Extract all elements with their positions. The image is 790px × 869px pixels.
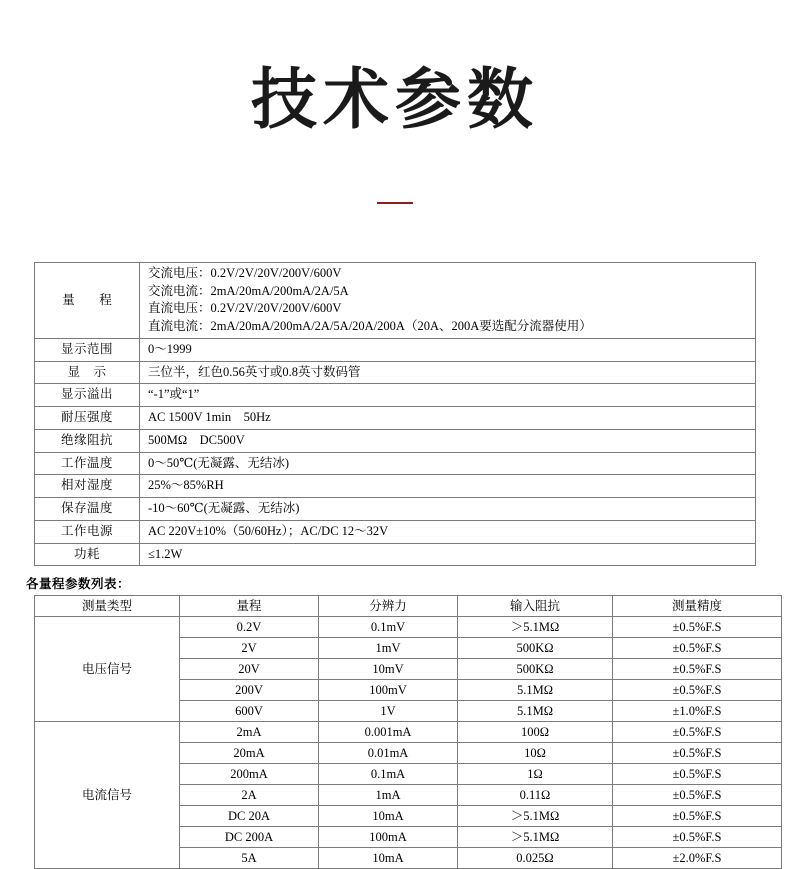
cell-accuracy: ±1.0%F.S xyxy=(613,701,782,722)
spec-label: 显示溢出 xyxy=(35,384,140,407)
column-header-range: 量程 xyxy=(180,596,319,617)
cell-range: 20V xyxy=(180,659,319,680)
column-header-impedance: 输入阻抗 xyxy=(458,596,613,617)
cell-range: 0.2V xyxy=(180,617,319,638)
table-row xyxy=(35,338,756,361)
table-row xyxy=(35,722,782,743)
table-row xyxy=(35,475,756,498)
cell-accuracy: ±0.5%F.S xyxy=(613,617,782,638)
cell-resolution: 1mA xyxy=(319,785,458,806)
cell-resolution: 10mA xyxy=(319,806,458,827)
table-row xyxy=(35,543,756,566)
range-line: 交流电流：2mA/20mA/200mA/2A/5A xyxy=(148,283,349,298)
cell-resolution: 10mV xyxy=(319,659,458,680)
cell-range: 2V xyxy=(180,638,319,659)
cell-impedance: ＞5.1MΩ xyxy=(458,827,613,848)
cell-resolution: 0.001mA xyxy=(319,722,458,743)
spec-value: 0～1999 xyxy=(140,338,756,361)
cell-accuracy: ±0.5%F.S xyxy=(613,785,782,806)
table-row xyxy=(35,617,782,638)
ranges-table xyxy=(34,595,782,869)
ranges-head xyxy=(35,596,782,617)
table-row xyxy=(35,407,756,430)
cell-accuracy: ±0.5%F.S xyxy=(613,743,782,764)
spec-label: 功耗 xyxy=(35,543,140,566)
cell-impedance: 0.11Ω xyxy=(458,785,613,806)
cell-impedance: 0.025Ω xyxy=(458,848,613,869)
cell-impedance: 5.1MΩ xyxy=(458,701,613,722)
table-header-row xyxy=(35,596,782,617)
cell-accuracy: ±2.0%F.S xyxy=(613,848,782,869)
cell-accuracy: ±0.5%F.S xyxy=(613,764,782,785)
spec-value: AC 1500V 1min 50Hz xyxy=(140,407,756,430)
spec-value-range xyxy=(140,262,756,338)
column-header-accuracy: 测量精度 xyxy=(613,596,782,617)
spec-value: 0～50℃(无凝露、无结冰) xyxy=(140,452,756,475)
cell-resolution: 0.1mV xyxy=(319,617,458,638)
spec-label: 耐压强度 xyxy=(35,407,140,430)
spec-value: ≤1.2W xyxy=(140,543,756,566)
cell-accuracy: ±0.5%F.S xyxy=(613,722,782,743)
cell-resolution: 100mA xyxy=(319,827,458,848)
ranges-caption: 各量程参数列表： xyxy=(26,577,131,592)
cell-range: 5A xyxy=(180,848,319,869)
table-row xyxy=(35,429,756,452)
table-row xyxy=(35,262,756,338)
group-label-voltage: 电压信号 xyxy=(35,617,180,722)
cell-range: 200V xyxy=(180,680,319,701)
cell-range: 2mA xyxy=(180,722,319,743)
spec-value: 500MΩ DC500V xyxy=(140,429,756,452)
table-row xyxy=(35,361,756,384)
group-label-current: 电流信号 xyxy=(35,722,180,869)
cell-range: 600V xyxy=(180,701,319,722)
cell-impedance: ＞5.1MΩ xyxy=(458,806,613,827)
spec-value: AC 220V±10%（50/60Hz）；AC/DC 12～32V xyxy=(140,520,756,543)
cell-impedance: 100Ω xyxy=(458,722,613,743)
specifications-section xyxy=(34,262,756,567)
cell-range: DC 20A xyxy=(180,806,319,827)
cell-range: DC 200A xyxy=(180,827,319,848)
column-header-type: 测量类型 xyxy=(35,596,180,617)
cell-impedance: 10Ω xyxy=(458,743,613,764)
ranges-section xyxy=(34,595,756,869)
cell-impedance: 500KΩ xyxy=(458,659,613,680)
table-row xyxy=(35,452,756,475)
range-line: 直流电流：2mA/20mA/200mA/2A/5A/20A/200A（20A、200A要选配分流器使用） xyxy=(148,319,592,334)
spec-label: 保存温度 xyxy=(35,498,140,521)
cell-impedance: 500KΩ xyxy=(458,638,613,659)
cell-resolution: 0.01mA xyxy=(319,743,458,764)
cell-accuracy: ±0.5%F.S xyxy=(613,827,782,848)
cell-accuracy: ±0.5%F.S xyxy=(613,806,782,827)
spec-value: “-1”或“1” xyxy=(140,384,756,407)
spec-label: 工作电源 xyxy=(35,520,140,543)
spec-label: 显 示 xyxy=(35,361,140,384)
page-title: 技术参数 xyxy=(251,61,539,138)
title-divider xyxy=(377,202,413,204)
table-row xyxy=(35,520,756,543)
spec-value: 25%～85%RH xyxy=(140,475,756,498)
cell-impedance: 5.1MΩ xyxy=(458,680,613,701)
specifications-table xyxy=(34,262,756,567)
spec-value: -10～60℃(无凝露、无结冰) xyxy=(140,498,756,521)
spec-label: 工作温度 xyxy=(35,452,140,475)
cell-resolution: 100mV xyxy=(319,680,458,701)
cell-accuracy: ±0.5%F.S xyxy=(613,680,782,701)
column-header-resolution: 分辨力 xyxy=(319,596,458,617)
cell-range: 20mA xyxy=(180,743,319,764)
spec-value: 三位半，红色0.56英寸或0.8英寸数码管 xyxy=(140,361,756,384)
range-line: 交流电压：0.2V/2V/20V/200V/600V xyxy=(148,265,342,280)
cell-resolution: 1mV xyxy=(319,638,458,659)
specifications-body xyxy=(35,262,756,566)
range-line: 直流电压：0.2V/2V/20V/200V/600V xyxy=(148,301,342,316)
spec-label-text: 量 程 xyxy=(62,292,118,307)
table-row xyxy=(35,384,756,407)
cell-accuracy: ±0.5%F.S xyxy=(613,659,782,680)
cell-impedance: ＞5.1MΩ xyxy=(458,617,613,638)
cell-range: 2A xyxy=(180,785,319,806)
spec-label: 显示范围 xyxy=(35,338,140,361)
cell-accuracy: ±0.5%F.S xyxy=(613,638,782,659)
cell-resolution: 10mA xyxy=(319,848,458,869)
spec-label: 绝缘阻抗 xyxy=(35,429,140,452)
cell-resolution: 0.1mA xyxy=(319,764,458,785)
cell-range: 200mA xyxy=(180,764,319,785)
table-row xyxy=(35,498,756,521)
ranges-body xyxy=(35,617,782,869)
cell-impedance: 1Ω xyxy=(458,764,613,785)
spec-label xyxy=(35,262,140,338)
spec-label: 相对湿度 xyxy=(35,475,140,498)
cell-resolution: 1V xyxy=(319,701,458,722)
